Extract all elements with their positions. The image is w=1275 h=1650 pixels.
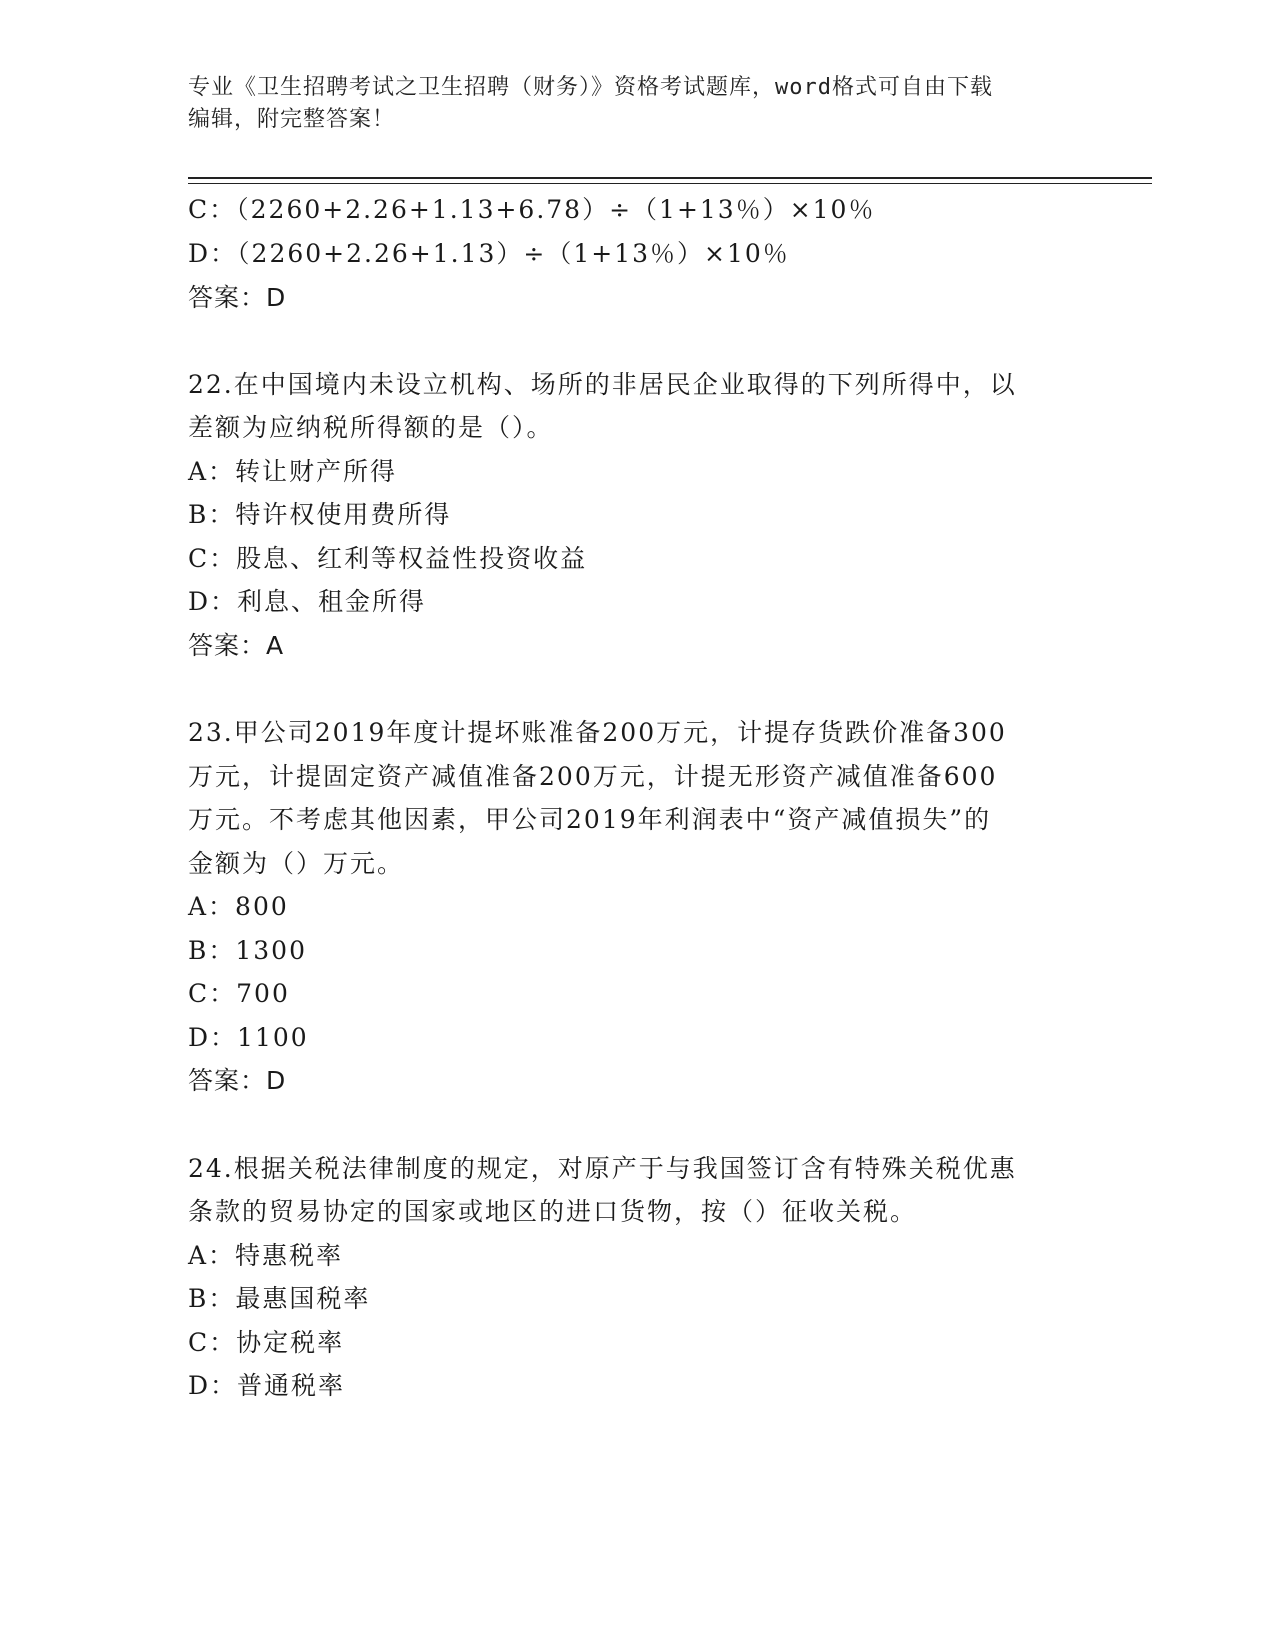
q23-stem-line-2: 万元，计提固定资产减值准备200万元，计提无形资产减值准备600	[188, 762, 998, 791]
prev-answer: 答案：D	[188, 283, 287, 312]
q23-option-c: C：700	[188, 979, 290, 1008]
q24-stem-line-2: 条款的贸易协定的国家或地区的进口货物，按（）征收关税。	[188, 1197, 918, 1226]
q22-option-c: C：股息、红利等权益性投资收益	[188, 544, 588, 573]
q22-stem-line-1: 22.在中国境内未设立机构、场所的非居民企业取得的下列所得中，以	[188, 370, 1017, 399]
q24-stem-line-1: 24.根据关税法律制度的规定，对原产于与我国签订含有特殊关税优惠	[188, 1154, 1017, 1183]
q22-option-b: B：特许权使用费所得	[188, 500, 452, 529]
prev-option-c: C：（2260+2.26+1.13+6.78）÷（1+13％）×10％	[188, 195, 876, 224]
q23-stem-line-1: 23.甲公司2019年度计提坏账准备200万元，计提存货跌价准备300	[188, 718, 1007, 747]
q24-option-a: A：特惠税率	[188, 1241, 344, 1270]
document-header	[188, 72, 1068, 136]
q24-option-d: D：普通税率	[188, 1371, 346, 1400]
q23-option-a: A：800	[188, 892, 289, 921]
header-line-1: 专业《卫生招聘考试之卫生招聘（财务）》资格考试题库，word格式可自由下载	[188, 75, 993, 100]
header-divider-thin	[188, 183, 1152, 184]
header-divider-thick	[188, 177, 1152, 179]
q22-option-a: A：转让财产所得	[188, 457, 398, 486]
q22-stem-line-2: 差额为应纳税所得额的是（）。	[188, 413, 554, 442]
q23-stem-line-4: 金额为（）万元。	[188, 849, 405, 878]
q23-option-b: B：1300	[188, 936, 307, 965]
q24-option-b: B：最惠国税率	[188, 1284, 371, 1313]
q22-option-d: D：利息、租金所得	[188, 587, 427, 616]
q22-answer: 答案：A	[188, 631, 285, 660]
q23-stem-line-3: 万元。不考虑其他因素，甲公司2019年利润表中“资产减值损失”的	[188, 805, 992, 834]
header-line-2: 编辑，附完整答案！	[188, 107, 396, 132]
prev-option-d: D：（2260+2.26+1.13）÷（1+13％）×10％	[188, 239, 790, 268]
q23-option-d: D：1100	[188, 1023, 309, 1052]
q24-option-c: C：协定税率	[188, 1328, 345, 1357]
q23-answer: 答案：D	[188, 1066, 287, 1095]
